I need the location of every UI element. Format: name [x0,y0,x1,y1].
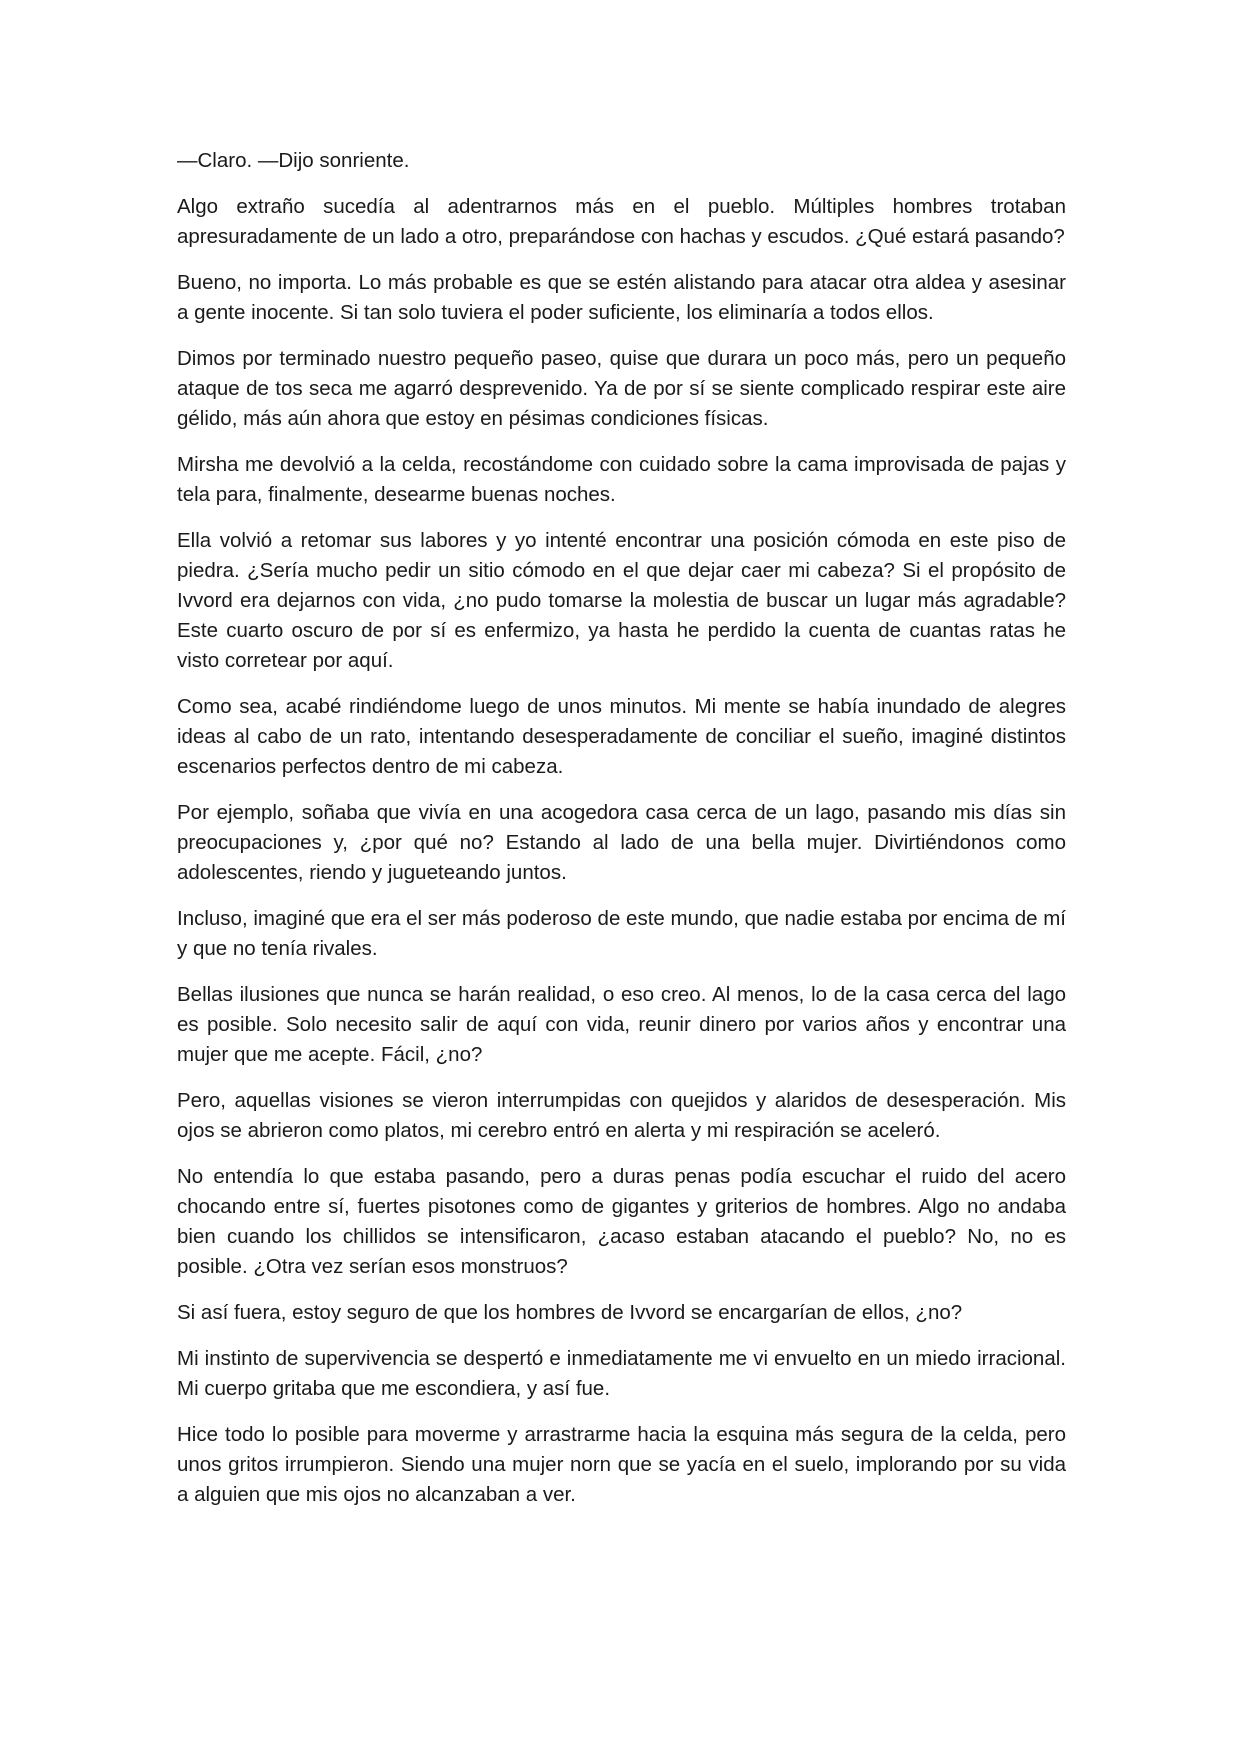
paragraph: Por ejemplo, soñaba que vivía en una acogedora casa cerca de un lago, pasando mis días sin preocupaciones y, ¿por qué no? Estando al lado de una bella mujer. Divirtiéndonos como adolescentes, riendo y jugueteando juntos. [177,801,1066,884]
paragraph: Si así fuera, estoy seguro de que los hombres de Ivvord se encargarían de ellos, ¿no? [177,1301,963,1324]
paragraph: No entendía lo que estaba pasando, pero a duras penas podía escuchar el ruido del acero chocando entre sí, fuertes pisotones como de gigantes y griterios de hombres. Algo no andaba bien cuando los chillidos se intensificaron, ¿acaso estaban atacando el pueblo? No, no es posible. ¿Otra vez serían esos monstruos? [177,1165,1066,1278]
paragraph: Mirsha me devolvió a la celda, recostándome con cuidado sobre la cama improvisada de pajas y tela para, finalmente, desearme buenas noches. [177,453,1066,506]
paragraph: Pero, aquellas visiones se vieron interrumpidas con quejidos y alaridos de desesperación. Mis ojos se abrieron como platos, mi cerebro entró en alerta y mi respiración se aceleró. [177,1089,1066,1142]
body-text [177,146,1066,1526]
paragraph: Dimos por terminado nuestro pequeño paseo, quise que durara un poco más, pero un pequeño ataque de tos seca me agarró desprevenido. Ya de por sí se siente complicado respirar este aire gélido, más aún ahora que estoy en pésimas condiciones físicas. [177,347,1066,430]
paragraph: Hice todo lo posible para moverme y arrastrarme hacia la esquina más segura de la celda, pero unos gritos irrumpieron. Siendo una mujer norn que se yacía en el suelo, implorando por su vida a alguien que mis ojos no alcanzaban a ver. [177,1423,1066,1506]
paragraph: Incluso, imaginé que era el ser más poderoso de este mundo, que nadie estaba por encima de mí y que no tenía rivales. [177,907,1066,960]
paragraph: Mi instinto de supervivencia se despertó e inmediatamente me vi envuelto en un miedo irracional. Mi cuerpo gritaba que me escondiera, y así fue. [177,1347,1066,1400]
paragraph: —Claro. —Dijo sonriente. [177,149,410,172]
paragraph: Ella volvió a retomar sus labores y yo intenté encontrar una posición cómoda en este piso de piedra. ¿Sería mucho pedir un sitio cómodo en el que dejar caer mi cabeza? Si el propósito de Ivvord era dejarnos con vida, ¿no pudo tomarse la molestia de buscar un lugar más agradable? Este cuarto oscuro de por sí es enfermizo, ya hasta he perdido la cuenta de cuantas ratas he visto corretear por aquí. [177,529,1066,672]
paragraph: Bellas ilusiones que nunca se harán realidad, o eso creo. Al menos, lo de la casa cerca del lago es posible. Solo necesito salir de aquí con vida, reunir dinero por varios años y encontrar una mujer que me acepte. Fácil, ¿no? [177,983,1066,1066]
paragraph: Como sea, acabé rindiéndome luego de unos minutos. Mi mente se había inundado de alegres ideas al cabo de un rato, intentando desesperadamente de conciliar el sueño, imaginé distintos escenarios perfectos dentro de mi cabeza. [177,695,1066,778]
paragraph: Algo extraño sucedía al adentrarnos más en el pueblo. Múltiples hombres trotaban apresuradamente de un lado a otro, preparándose con hachas y escudos. ¿Qué estará pasando? [177,195,1066,248]
paragraph: Bueno, no importa. Lo más probable es que se estén alistando para atacar otra aldea y asesinar a gente inocente. Si tan solo tuviera el poder suficiente, los eliminaría a todos ellos. [177,271,1066,324]
